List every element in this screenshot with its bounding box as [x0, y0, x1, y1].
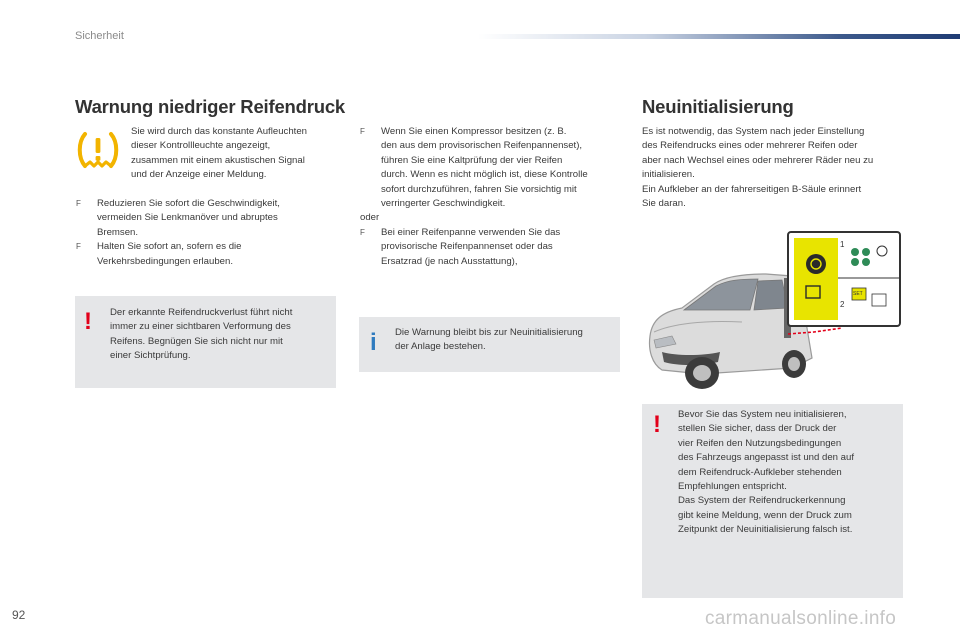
left-bullets [76, 197, 338, 269]
info-icon: i [370, 329, 377, 356]
right-warning-box [642, 404, 903, 598]
list-item: F Bei einer Reifenpanne verwenden Sie das provisorische Reifenpannenset oder das Ersatzrad (je nach Ausstattung), [360, 226, 561, 267]
sticker-set-label: SET [853, 291, 863, 297]
middle-text [360, 125, 625, 269]
left-warning-box [75, 296, 336, 388]
sticker-step-2: 2 [840, 300, 845, 309]
watermark: carmanualsonline.info [705, 608, 897, 629]
list-item: F Wenn Sie einen Kompressor besitzen (z. B. den aus dem provisorischen Reifenpannenset), führen Sie eine Kaltprüfung der vier Reifen durch. Wenn es nicht möglich ist, diese Kontrolle sofort durchzuführen, fahren Sie vorsichtig mit verringerter Geschwindigkeit. [360, 126, 588, 210]
list-item: F Halten Sie sofort an, sofern es die Verkehrsbedingungen erlauben. [76, 241, 242, 267]
middle-info-box [359, 317, 620, 372]
alert-icon: ! [653, 411, 661, 438]
header-bar [478, 34, 960, 39]
right-title: Neuinitialisierung [642, 96, 794, 117]
right-paragraph: Es ist notwendig, das System nach jeder Einstellung des Reifendrucks eines oder mehrerer Reifen oder aber nach Wechsel eines oder mehrerer Räder neu zu initialisieren. Ein Aufkleber an der fahrerseitigen B-Säule erinnert Sie daran. [642, 126, 874, 210]
right-warning-text: Bevor Sie das System neu initialisieren, stellen Sie sicher, dass der Druck der vier Reifen den Nutzungsbedingungen des Fahrzeugs angepasst ist und den auf dem Reifendruck-Aufkleber stehenden Empfehlungen entspricht. Das System der Reifendruckerkennung gibt keine Meldung, wenn der Druck zum Zeitpunkt der Neuinitialisierung falsch ist. [678, 409, 855, 536]
oder-text: oder [360, 212, 380, 224]
alert-icon: ! [84, 308, 92, 335]
left-intro: Sie wird durch das konstante Aufleuchten dieser Kontrollleuchte angezeigt, zusammen mit einem akustischen Signal und der Anzeige einer Meldung. [131, 126, 307, 181]
car-illustration [642, 228, 904, 400]
sticker-step-1: 1 [840, 240, 845, 249]
list-item: F Reduzieren Sie sofort die Geschwindigkeit, vermeiden Sie Lenkmanöver und abruptes Bremsen. [76, 198, 280, 238]
left-warning-text: Der erkannte Reifendruckverlust führt nicht immer zu einer sichtbaren Verformung des Reifens. Begnügen Sie sich nicht nur mit einer Sichtprüfung. [110, 307, 293, 362]
page-number: 92 [12, 608, 26, 622]
tire-pressure-warning-icon [76, 130, 120, 170]
section-label: Sicherheit [75, 30, 124, 42]
middle-info-text: Die Warnung bleibt bis zur Neuinitialisierung der Anlage bestehen. [395, 327, 583, 353]
left-title: Warnung niedriger Reifendruck [75, 96, 346, 117]
